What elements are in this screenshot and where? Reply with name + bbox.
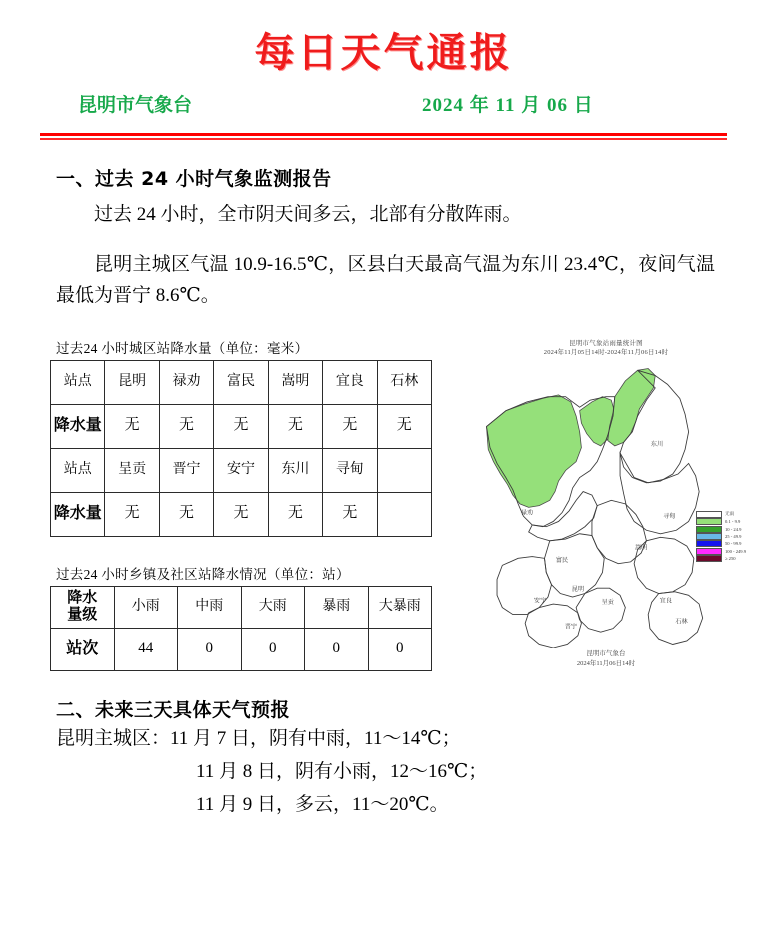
map-footer-time: 2024年11月06日14时 bbox=[576, 659, 636, 667]
column-header: 大雨 bbox=[241, 586, 305, 628]
table-cell: 无 bbox=[377, 404, 431, 448]
table-cell: 宜良 bbox=[323, 360, 377, 404]
legend-label: 0.1 - 9.9 bbox=[725, 519, 741, 525]
district-label: 石林 bbox=[675, 618, 688, 626]
boundary-xundian bbox=[620, 453, 699, 534]
column-header: 中雨 bbox=[178, 586, 242, 628]
boundary-anning bbox=[497, 557, 551, 615]
rain-area-luquan bbox=[486, 395, 581, 507]
rainfall-shaded-areas bbox=[486, 369, 655, 508]
table-cell: 无 bbox=[159, 492, 213, 536]
boundary-songming bbox=[592, 500, 646, 563]
table-cell: 0 bbox=[368, 628, 432, 670]
district-label: 安宁 bbox=[533, 597, 547, 605]
legend-label: 50 - 99.9 bbox=[725, 541, 742, 547]
district-label: 呈贡 bbox=[601, 599, 614, 607]
table-cell: 无 bbox=[214, 404, 268, 448]
map-title: 昆明市气象站雨量统计图 bbox=[569, 339, 643, 347]
issuing-organization: 昆明市气象台 bbox=[78, 95, 193, 116]
table-cell: 无 bbox=[268, 492, 322, 536]
legend-swatch-severe-rainstorm bbox=[696, 548, 722, 555]
district-label: 昆明 bbox=[571, 585, 585, 593]
legend-swatch-no-rain bbox=[696, 511, 722, 518]
urban-station-precipitation-table bbox=[50, 360, 432, 537]
section-2-heading: 二、未来三天具体天气预报 bbox=[56, 698, 291, 721]
table-row bbox=[51, 360, 432, 404]
legend-item bbox=[696, 525, 760, 532]
section-1-paragraph-2: 昆明主城区气温 10.9-16.5℃，区县白天最高气温为东川 23.4℃，夜间气温最低为晋宁 8.6℃。 bbox=[56, 253, 715, 307]
rainfall-map bbox=[446, 339, 766, 669]
table-cell: 无 bbox=[323, 492, 377, 536]
table-cell: 石林 bbox=[377, 360, 431, 404]
district-label: 嵩明 bbox=[635, 544, 648, 552]
table-cell: 44 bbox=[114, 628, 178, 670]
table-cell: 东川 bbox=[268, 448, 322, 492]
data-and-map-block bbox=[0, 331, 767, 671]
column-header: 大暴雨 bbox=[368, 586, 432, 628]
legend-item bbox=[696, 547, 760, 554]
table-row bbox=[51, 404, 432, 448]
district-label: 宜良 bbox=[659, 597, 672, 605]
forecast-line-day-2: 11 月 8 日，阴有小雨，12～16℃； bbox=[196, 760, 488, 782]
row-label: 站点 bbox=[51, 448, 105, 492]
table-row bbox=[51, 628, 432, 670]
district-label: 寻甸 bbox=[663, 512, 676, 520]
map-subtitle: 2024年11月05日14时-2024年11月06日14时 bbox=[543, 349, 669, 357]
table-cell: 无 bbox=[268, 404, 322, 448]
legend-label: 10 - 24.9 bbox=[725, 526, 742, 532]
row-label: 站次 bbox=[51, 628, 115, 670]
map-column bbox=[440, 331, 766, 669]
map-title-block bbox=[446, 339, 766, 359]
column-header: 小雨 bbox=[114, 586, 178, 628]
table-cell: 昆明 bbox=[105, 360, 159, 404]
table-1-caption: 过去24 小时城区站降水量（单位：毫米） bbox=[56, 340, 309, 356]
boundary-chenggong bbox=[576, 588, 625, 632]
legend-item bbox=[696, 555, 760, 562]
township-precipitation-grade-table bbox=[50, 586, 432, 671]
legend-item bbox=[696, 533, 760, 540]
page-title: 每日天气通报 bbox=[254, 29, 513, 76]
grade-header-line-1: 降水 bbox=[67, 589, 98, 606]
legend-label: 无雨 bbox=[725, 511, 735, 517]
forecast-line-day-1: 昆明主城区：11 月 7 日，阴有中雨，11～14℃； bbox=[56, 727, 461, 749]
kunming-district-map-svg bbox=[456, 358, 756, 648]
table-cell: 寻甸 bbox=[323, 448, 377, 492]
header-meta-row bbox=[0, 90, 767, 117]
table-2-caption: 过去24 小时乡镇及社区站降水情况（单位：站） bbox=[56, 566, 350, 582]
table-cell: 0 bbox=[241, 628, 305, 670]
table-cell: 禄劝 bbox=[159, 360, 213, 404]
table-cell: 呈贡 bbox=[105, 448, 159, 492]
map-legend bbox=[696, 511, 760, 563]
table-cell: 晋宁 bbox=[159, 448, 213, 492]
row-label: 降水量 bbox=[51, 492, 105, 536]
map-footer bbox=[446, 649, 766, 669]
district-label: 富民 bbox=[555, 556, 569, 564]
legend-label: ≥ 250 bbox=[725, 556, 736, 562]
legend-swatch-rainstorm bbox=[696, 540, 722, 547]
legend-swatch-extreme-rainstorm bbox=[696, 555, 722, 562]
table-cell-empty bbox=[377, 448, 431, 492]
legend-item bbox=[696, 511, 760, 518]
issue-date: 2024 年 11 月 06 日 bbox=[422, 95, 594, 116]
section-2 bbox=[0, 695, 767, 822]
section-1-heading: 一、过去 24 小时气象监测报告 bbox=[56, 167, 332, 190]
row-label: 站点 bbox=[51, 360, 105, 404]
table-cell: 无 bbox=[159, 404, 213, 448]
map-footer-org: 昆明市气象台 bbox=[586, 650, 626, 658]
table-cell: 嵩明 bbox=[268, 360, 322, 404]
table-cell: 无 bbox=[214, 492, 268, 536]
forecast-line-day-3: 11 月 9 日，多云，11～20℃。 bbox=[196, 794, 449, 816]
legend-swatch-light-rain bbox=[696, 518, 722, 525]
district-label: 东川 bbox=[650, 440, 664, 448]
table-cell: 安宁 bbox=[214, 448, 268, 492]
table-cell: 富民 bbox=[214, 360, 268, 404]
section-1-paragraph-1: 过去 24 小时，全市阴天间多云，北部有分散阵雨。 bbox=[94, 203, 522, 225]
legend-item bbox=[696, 540, 760, 547]
table-row bbox=[51, 586, 432, 628]
district-label: 禄劝 bbox=[520, 509, 534, 517]
grade-header-label bbox=[51, 586, 115, 628]
header-divider bbox=[0, 133, 767, 140]
legend-swatch-moderate-rain bbox=[696, 526, 722, 533]
column-header: 暴雨 bbox=[305, 586, 369, 628]
table-cell: 无 bbox=[105, 404, 159, 448]
table-cell: 无 bbox=[323, 404, 377, 448]
document-page bbox=[0, 30, 767, 821]
legend-label: 25 - 49.9 bbox=[725, 533, 742, 539]
legend-swatch-heavy-rain bbox=[696, 533, 722, 540]
table-cell: 0 bbox=[305, 628, 369, 670]
district-label: 晋宁 bbox=[564, 623, 577, 631]
table-cell-empty bbox=[377, 492, 431, 536]
tables-column bbox=[50, 331, 440, 671]
table-row bbox=[51, 448, 432, 492]
row-label: 降水量 bbox=[51, 404, 105, 448]
legend-item bbox=[696, 518, 760, 525]
divider-thin-line bbox=[40, 138, 727, 140]
legend-label: 100 - 249.9 bbox=[725, 548, 747, 554]
table-cell: 0 bbox=[178, 628, 242, 670]
divider-thick-line bbox=[40, 133, 727, 136]
grade-header-line-2: 量级 bbox=[67, 607, 98, 624]
table-cell: 无 bbox=[105, 492, 159, 536]
table-row bbox=[51, 492, 432, 536]
